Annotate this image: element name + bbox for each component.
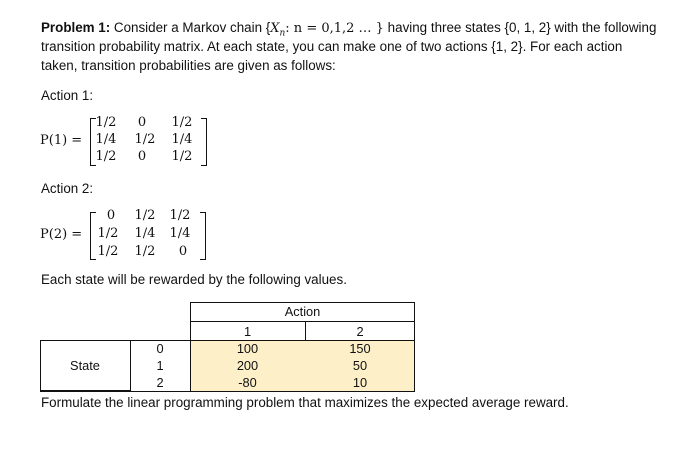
conclusion: Formulate the linear programming problem that maximizes the expected average reward. <box>41 395 569 410</box>
value-1-2: 50 <box>352 358 368 373</box>
table-line-bottom <box>40 391 415 392</box>
matrix-p1-cell-2-2: 1/2 <box>171 149 193 164</box>
action-1-heading: Action 1: <box>41 88 94 103</box>
matrix-p2-cell-2-1: 1/2 <box>134 244 156 259</box>
matrix-p2-cell-2-0: 1/2 <box>97 244 119 259</box>
value-0-2: 150 <box>349 341 371 356</box>
action-header: Action <box>284 304 321 319</box>
state-0: 0 <box>156 341 164 356</box>
state-1: 1 <box>156 358 164 373</box>
matrix-p1-cell-2-1: 0 <box>137 149 147 164</box>
action-col-1: 1 <box>243 324 252 339</box>
matrix-p2-lhs: P(2) = <box>40 227 83 242</box>
matrix-p1-cell-1-1: 1/2 <box>134 132 156 147</box>
problem-line-1-pre: Consider a Markov chain { <box>110 20 271 35</box>
action-col-2: 2 <box>356 324 364 339</box>
table-line-top-state-col <box>130 340 415 341</box>
table-line-right <box>414 302 415 392</box>
reward-intro: Each state will be rewarded by the following values. <box>41 272 347 287</box>
matrix-p1-cell-0-0: 1/2 <box>95 115 117 130</box>
markov-variable: X <box>270 21 280 36</box>
action-2-heading: Action 2: <box>41 181 94 196</box>
problem-label: Problem 1: <box>41 20 111 35</box>
matrix-p2-cell-1-0: 1/2 <box>97 226 119 241</box>
matrix-p2-right-bracket <box>200 212 206 260</box>
matrix-p1-cell-1-2: 1/4 <box>171 132 193 147</box>
value-0-1: 100 <box>236 341 259 356</box>
matrix-p1-cell-1-0: 1/4 <box>95 132 117 147</box>
matrix-p2-cell-1-1: 1/4 <box>134 226 156 241</box>
matrix-p1-lhs: P(1) = <box>40 133 83 148</box>
matrix-p1-cell-0-1: 0 <box>137 115 147 130</box>
state-2: 2 <box>156 375 164 390</box>
problem-line-3: taken, transition probabilities are given as follows: <box>41 58 336 73</box>
markov-index-set: : n = 0,1,2 … } <box>285 21 384 36</box>
matrix-p2-cell-0-2: 1/2 <box>169 208 191 223</box>
table-line-mid <box>305 322 306 340</box>
matrix-p1-right-bracket <box>201 118 207 166</box>
matrix-p2-cell-0-0: 0 <box>106 208 116 223</box>
table-line-left-values <box>190 302 191 392</box>
matrix-p2-cell-0-1: 1/2 <box>134 208 156 223</box>
matrix-p1-cell-2-0: 1/2 <box>95 149 117 164</box>
matrix-p2-cell-2-2: 0 <box>178 244 188 259</box>
matrix-p2-cell-1-2: 1/4 <box>169 226 191 241</box>
matrix-p1-cell-0-2: 1/2 <box>171 115 193 130</box>
problem-line-1-post: having three states {0, 1, 2} with the following <box>383 20 657 35</box>
table-line-left-state-col <box>130 340 131 392</box>
value-2-1: -80 <box>238 375 257 390</box>
value-1-1: 200 <box>236 358 259 373</box>
problem-line-2: transition probability matrix. At each state, you can make one of two actions {1, 2}. For each action <box>41 39 623 54</box>
state-label: State <box>70 358 100 373</box>
value-2-2: 10 <box>352 375 368 390</box>
markov-subscript: n <box>279 28 286 39</box>
